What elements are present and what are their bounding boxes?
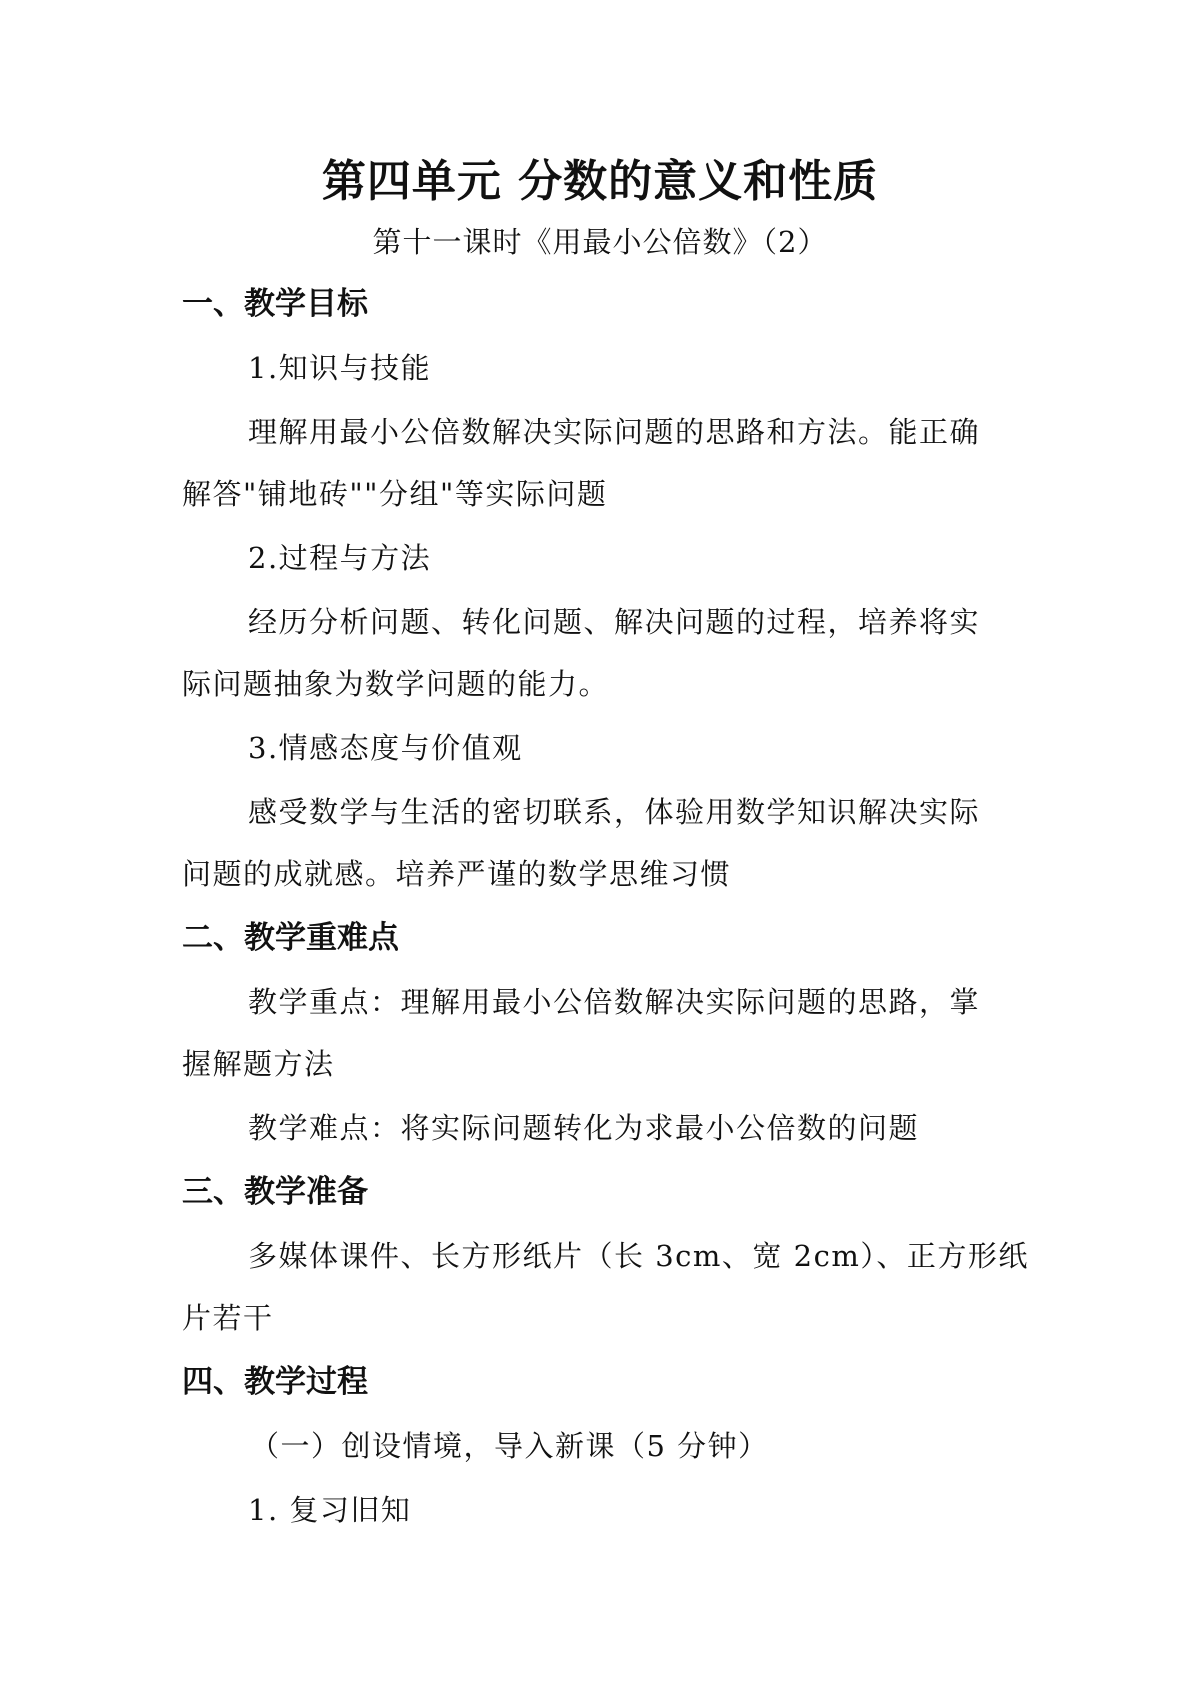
key-focus-line1: 教学重点：理解用最小公倍数解决实际问题的思路，掌 bbox=[248, 985, 981, 1019]
goal-label-process: 2.过程与方法 bbox=[248, 541, 432, 575]
process-substep-1: 1. 复习旧知 bbox=[248, 1493, 412, 1527]
document-title: 第四单元 分数的意义和性质 bbox=[321, 156, 879, 207]
section-heading-process: 四、教学过程 bbox=[182, 1364, 368, 1400]
document-subtitle: 第十一课时《用最小公倍数》（2） bbox=[372, 225, 828, 259]
goal-text-attitude-line1: 感受数学与生活的密切联系，体验用数学知识解决实际 bbox=[248, 795, 981, 829]
goal-label-attitude: 3.情感态度与价值观 bbox=[248, 731, 523, 765]
process-step-1: （一）创设情境，导入新课（5 分钟） bbox=[250, 1429, 769, 1463]
goal-text-knowledge-line2: 解答"铺地砖""分组"等实际问题 bbox=[182, 477, 608, 511]
goal-text-process-line2: 际问题抽象为数学问题的能力。 bbox=[182, 667, 610, 701]
goal-label-knowledge: 1.知识与技能 bbox=[248, 351, 432, 385]
key-difficulty: 教学难点：将实际问题转化为求最小公倍数的问题 bbox=[248, 1111, 920, 1145]
goal-text-process-line1: 经历分析问题、转化问题、解决问题的过程，培养将实 bbox=[248, 605, 981, 639]
goal-text-attitude-line2: 问题的成就感。培养严谨的数学思维习惯 bbox=[182, 857, 732, 891]
section-heading-goals: 一、教学目标 bbox=[182, 286, 368, 322]
preparation-line2: 片若干 bbox=[182, 1301, 274, 1335]
section-heading-preparation: 三、教学准备 bbox=[182, 1174, 368, 1210]
goal-text-knowledge-line1: 理解用最小公倍数解决实际问题的思路和方法。能正确 bbox=[248, 415, 981, 449]
section-heading-key-points: 二、教学重难点 bbox=[182, 920, 399, 956]
preparation-line1: 多媒体课件、长方形纸片（长 3cm、宽 2cm）、正方形纸 bbox=[248, 1239, 1029, 1273]
key-focus-line2: 握解题方法 bbox=[182, 1047, 335, 1081]
